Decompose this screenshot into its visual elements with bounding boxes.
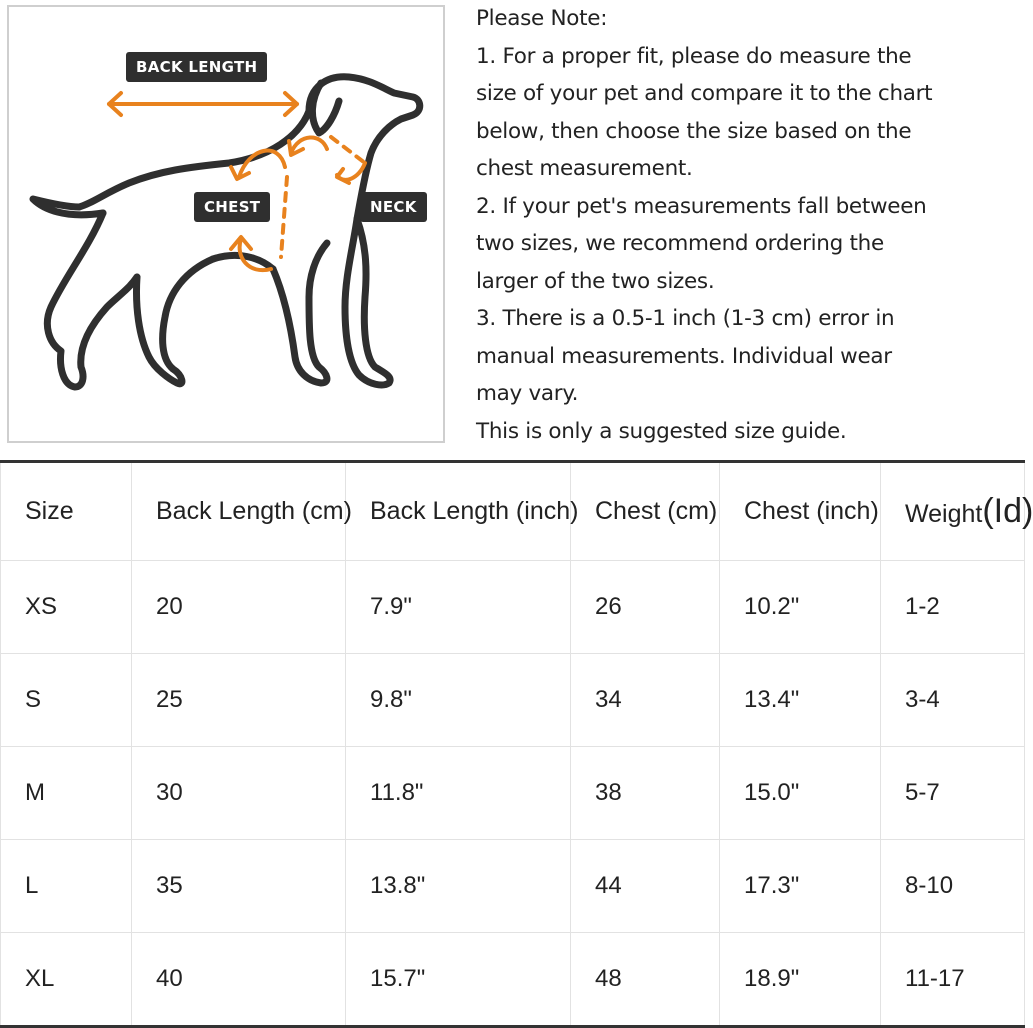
cell-weight: 8-10: [881, 840, 1025, 933]
neck-label: NECK: [360, 192, 427, 222]
header-chest-inch: Chest (inch): [720, 462, 881, 561]
cell-size: XS: [1, 561, 132, 654]
cell-chest-cm: 38: [571, 747, 720, 840]
cell-back-length-cm: 25: [132, 654, 346, 747]
table-row: [1, 654, 1025, 747]
cell-weight: 1-2: [881, 561, 1025, 654]
back-length-label: BACK LENGTH: [126, 52, 267, 82]
notes-line: 3. There is a 0.5-1 inch (1-3 cm) error in: [476, 306, 895, 331]
cell-back-length-inch: 11.8": [346, 747, 571, 840]
notes-line: manual measurements. Individual wear: [476, 343, 892, 369]
cell-chest-inch: 15.0": [720, 747, 881, 840]
cell-back-length-cm: 20: [132, 561, 346, 654]
cell-chest-inch: 13.4": [720, 654, 881, 747]
header-back-length-inch: Back Length (inch): [346, 462, 571, 561]
notes-line: chest measurement.: [476, 156, 693, 181]
table-row: [1, 747, 1025, 840]
header-size: Size: [1, 462, 132, 561]
cell-back-length-cm: 40: [132, 933, 346, 1027]
notes-line: two sizes, we recommend ordering the: [476, 231, 884, 256]
size-chart-table: [0, 460, 1033, 1028]
cell-back-length-inch: 7.9": [346, 561, 571, 654]
header-chest-cm: Chest (cm): [571, 462, 720, 561]
dog-measurement-diagram: [7, 5, 445, 443]
header-weight: [881, 462, 1033, 561]
cell-chest-cm: 34: [571, 654, 720, 747]
table-row: [1, 933, 1025, 1027]
table-header-row: [1, 462, 1025, 561]
cell-size: XL: [1, 933, 132, 1027]
cell-back-length-inch: 9.8": [346, 654, 571, 747]
cell-chest-cm: 48: [571, 933, 720, 1027]
cell-back-length-inch: 13.8": [346, 840, 571, 933]
notes-heading: Please Note:: [476, 6, 608, 31]
notes-line: 1. For a proper fit, please do measure the: [476, 43, 912, 69]
cell-back-length-cm: 35: [132, 840, 346, 933]
cell-weight: 11-17: [881, 933, 1025, 1027]
notes-line: This is only a suggested size guide.: [476, 418, 847, 444]
cell-size: M: [1, 747, 132, 840]
notes-line: 2. If your pet's measurements fall between: [476, 193, 927, 219]
cell-chest-inch: 10.2": [720, 561, 881, 654]
table-row: [1, 840, 1025, 933]
cell-back-length-inch: 15.7": [346, 933, 571, 1027]
notes-line: larger of the two sizes.: [476, 268, 715, 294]
sizing-notes: [476, 0, 1024, 450]
notes-line: size of your pet and compare it to the chart: [476, 81, 933, 106]
cell-weight: 3-4: [881, 654, 1025, 747]
cell-chest-inch: 17.3": [720, 840, 881, 933]
cell-size: L: [1, 840, 132, 933]
cell-chest-inch: 18.9": [720, 933, 881, 1027]
chest-label: CHEST: [194, 192, 270, 222]
cell-back-length-cm: 30: [132, 747, 346, 840]
header-weight-label: Weight: [905, 500, 983, 528]
notes-line: below, then choose the size based on the: [476, 118, 912, 144]
cell-chest-cm: 44: [571, 840, 720, 933]
header-weight-unit: (Id): [982, 492, 1033, 530]
header-back-length-cm: Back Length (cm): [132, 462, 346, 561]
table-row: [1, 561, 1025, 654]
notes-line: may vary.: [476, 381, 579, 406]
cell-weight: 5-7: [881, 747, 1025, 840]
cell-chest-cm: 26: [571, 561, 720, 654]
cell-size: S: [1, 654, 132, 747]
